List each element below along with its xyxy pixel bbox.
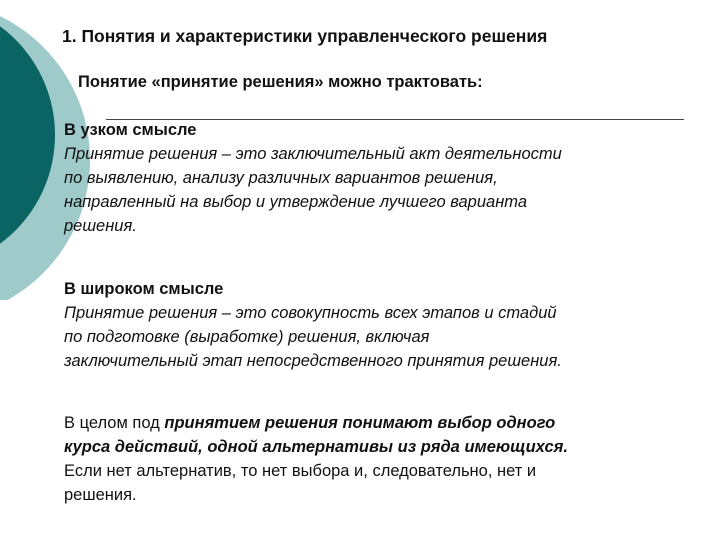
narrow-sense-heading: В узком смысле <box>64 121 197 139</box>
summary-prefix: В целом под <box>64 414 165 432</box>
broad-sense-block <box>64 277 684 373</box>
summary-block <box>64 411 684 507</box>
summary-closing-line: решения. <box>64 486 137 504</box>
summary-closing-line: Если нет альтернатив, то нет выбора и, следовательно, нет и <box>64 462 537 480</box>
broad-sense-definition <box>64 301 684 373</box>
narrow-sense-definition <box>64 142 684 238</box>
definition-line: заключительный этап непосредственного принятия решения. <box>64 352 562 370</box>
definition-line: Принятие решения – это совокупность всех этапов и стадий <box>64 304 557 322</box>
narrow-sense-block <box>64 118 684 238</box>
summary-emphasis-2: курса действий, одной альтернативы из ряда имеющихся. <box>64 438 568 456</box>
definition-line: решения. <box>64 217 137 235</box>
summary-line-1 <box>64 411 684 435</box>
definition-line: Принятие решения – это заключительный акт деятельности <box>64 145 562 163</box>
broad-sense-heading: В широком смысле <box>64 280 224 298</box>
definition-line: направленный на выбор и утверждение лучшего варианта <box>64 193 528 211</box>
slide-title: 1. Понятия и характеристики управленческого решения <box>62 26 548 46</box>
definition-line: по подготовке (выработке) решения, включая <box>64 328 430 346</box>
slide-subtitle: Понятие «принятие решения» можно трактовать: <box>78 73 483 91</box>
definition-line: по выявлению, анализу различных вариантов решения, <box>64 169 498 187</box>
summary-emphasis-1: принятием решения понимают выбор одного <box>164 414 556 432</box>
